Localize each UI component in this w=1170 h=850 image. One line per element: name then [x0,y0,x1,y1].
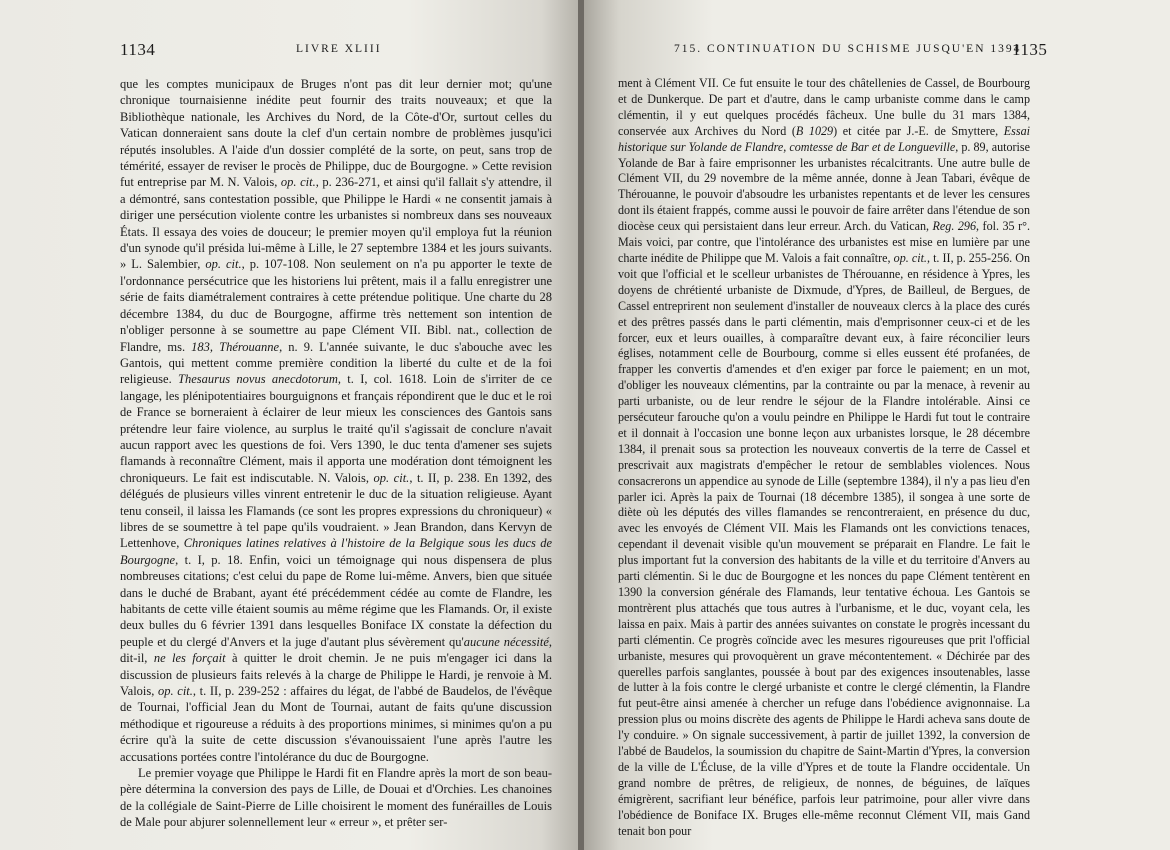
left-page [0,0,582,850]
running-head-right: 715. CONTINUATION DU SCHISME JUSQU'EN 1394 [674,43,1022,55]
right-header [584,40,1170,62]
left-header [0,40,582,62]
right-paragraph-1: ment à Clément VII. Ce fut ensuite le tour des châtellenies de Cassel, de Bourbourg et de Dunkerque. De part et d'autre, dans le camp urbaniste comme dans le camp clémentin, il y eut quelques procédés fâcheux. Une bulle du 31 mars 1384, conservée aux Archives du Nord (B 1029) et citée par J.-E. de Smyttere, Essai historique sur Yolande de Flandre, comtesse de Bar et de Longueville, p. 89, autorise Yolande de Bar à faire emprisonner les urbanistes récalcitrants. Une autre bulle de Clément VII, du 29 novembre de la même année, donne à Jean Tabari, évêque de Thérouanne, le pouvoir d'absoudre les urbanistes repentants et de lever les censures dont ils étaient frappés, comme aussi le pouvoir de faire arrêter dans l'étendue de son diocèse ceux qui persistaient dans leur erreur. Arch. du Vatican, Reg. 296, fol. 35 r°. Mais voici, par contre, que l'intolérance des urbanistes est mise en lumière par une charte inédite de Philippe que M. Valois a fait connaître, op. cit., t. II, p. 255-256. On voit que l'official et le scelleur urbanistes de Thérouanne, en résidence à Ypres, les doyens de chrétienté urbaniste de Dixmude, d'Ypres, de Bailleul, de Bergues, de Cassel entreprirent non seulement d'installer de nouveaux clercs à la place des curés et des prêtres passés dans le parti clémentin, mais d'emprisonner ceux-ci et de les forcer, eux et leurs ouailles, à comparaître devant eux, à faire réconcilier leurs églises, notamment celle de Bourbourg, comme si elles eussent été profanées, de frapper les convertis d'amendes et d'en exiger par force le paiement; en un mot, d'obliger les nouveaux clémentins, par la contrainte ou par la menace, à revenir au parti urbaniste, ou de leur rendre le séjour de la Flandre intolérable. Ainsi ce persécuteur farouche qu'on a voulu peindre en Philippe le Hardi fut tout le contraire et il donnait à l'occasion une bonne leçon aux urbanistes lorsque, le 28 décembre 1384, il prenait sous sa protection les nouveaux convertis de la terre de Cassel et prescrivait aux magistrats d'empêcher le retour de semblables violences. Nous consacrerons un appendice au synode de Lille (septembre 1384), il n'y a pas lieu d'en parler ici. Après la paix de Tournai (18 décembre 1385), il songea à une sorte de diète où les députés des villes flamandes se rencontreraient, en présence du duc, avec les envoyés de Clément VII. Mais les Flamands ont les convictions tenaces, cependant il devenait visible qu'un mouvement se préparait en Flandre. Le fait le plus important fut la conversion des habitants de la ville et du territoire d'Anvers au parti clémentin. Si le duc de Bourgogne et les nonces du pape Clément tentèrent en 1390 la conversion générale des Flamands, leur tentative échoua. Les Gantois se montrèrent plus attachés que tous autres à l'urbanisme, et le duc, voyant cela, les laissa en paix. Mais à partir des années suivantes on constate le progrès incessant du parti clémentin. Ce progrès coïncide avec les mesures rigoureuses que prit l'official urbaniste, mesures qui provoquèrent un grave mécontentement. « Déchirée par des querelles parfois sanglantes, poussée à bout par des exigences insoutenables, lasse de lutter à la fois contre le clergé urbaniste et contre le clergé clémentin, la Flandre fut peut-être ainsi amenée à chercher un refuge dans l'obédience avignonnaise. La pression plus ou moins discrète des agents de Philippe le Hardi acheva sans doute de l'y conduire. » On signale successivement, à partir de juillet 1392, la conversion de l'abbé de Baudelos, la soumission du chapitre de Saint-Martin d'Ypres, la conversion de la ville de L'Écluse, de la ville d'Ypres et de toute la Flandre occidentale. Un grand nombre de prêtres, de religieux, de nonnes, de béguines, de laïques émigrèrent, sacrifiant leur bénéfice, parfois leur patrimoine, pour aller vivre dans l'obédience de Boniface IX. Bruges elle-même reconnut Clément VII, mais Gand tenait bon pour [618,76,1030,838]
left-body-text [120,76,552,831]
left-paragraph-2: Le premier voyage que Philippe le Hardi fit en Flandre après la mort de son beau-père détermina la conversion des pays de Lille, de Douai et d'Orchies. Les chanoines de la collégiale de Saint-Pierre de Lille choisirent le moment des funérailles de Louis de Male pour abjurer solennellement leur « erreur », et prêter ser- [120,766,552,830]
left-paragraph-1: que les comptes municipaux de Bruges n'ont pas dit leur dernier mot; qu'une chronique tournaisienne inédite peut fournir des traits nouveaux; et que la Bibliothèque nationale, les Archives du Nord, de la Côte-d'Or, surtout celles du Vatican donneraient sans doute la clef d'un certain nombre de problèmes jusqu'ici réputés insolubles. A l'aide d'un dossier complété de la sorte, on peut, sans trop de témérité, essayer de reviser le procès de Philippe, duc de Bourgogne. » Cette revision fut entreprise par M. N. Valois, op. cit., p. 236-271, et ainsi qu'il fallait s'y attendre, il a démontré, sans contestation possible, que Philippe le Hardi « ne consentit jamais à diriger une persécution violente contre les urbanistes si nombreux dans ses nouveaux États. Il essaya des voies de douceur; le premier moyen qu'il employa fut la réunion d'un synode qu'il présida lui-même à Lille, le 27 septembre 1384 et les jours suivants. » L. Salembier, op. cit., p. 107-108. Non seulement on n'a pu apporter le texte de l'ordonnance persécutrice que les historiens lui prêtent, mais il a fallu enregistrer une série de faits diamétralement contraires à cette prétendue politique. Une charte du 28 décembre 1384, du duc de Bourgogne, affirme très nettement son intention de n'obliger personne à se soumettre au pape Clément VII. Bibl. nat., collection de Flandre, ms. 183, Thérouanne, n. 9. L'année suivante, le duc s'abouche avec les Gantois, qui mettent comme première condition la liberté du culte et de la foi religieuse. Thesaurus novus anecdotorum, t. I, col. 1618. Loin de s'irriter de ce langage, les plénipotentiaires bourguignons et français répondirent que le duc et le roi de France se borneraient à éclairer de leur mieux les consciences des Gantois sans prétendre leur faire violence, au surplus le traité qu'il s'agissait de conclure n'avait aucun rapport avec les questions de foi. Vers 1390, le duc tenta d'amener ses sujets flamands à reconnaître Clément, mais il apporta une modération dont témoignent les chroniqueurs. Le fait est indiscutable. N. Valois, op. cit., t. II, p. 238. En 1392, des délégués de plusieurs villes vinrent entretenir le duc de la situation religieuse. Ayant tenu conseil, il laissa les Flamands (ce sont les propres expressions du chroniqueur) « libres de se soumettre à tel pape qu'ils voudraient. » Jean Brandon, dans Kervyn de Lettenhove, Chroniques latines relatives à l'histoire de la Belgique sous les ducs de Bourgogne, t. I, p. 18. Enfin, voici un témoignage qui nous dispensera de plus nombreuses citations; c'est celui du pape de Rome lui-même. Anvers, bien que située dans le duché de Brabant, ayant été précédemment cédée au comte de Flandre, les habitants de cette ville étaient soumis au même régime que les Flamands. Or, il existe deux bulles du 6 février 1391 dans lesquelles Boniface IX constate la défection du peuple et du clergé d'Anvers et la juge d'autant plus sévèrement qu'aucune nécessité, dit-il, ne les forçait à quitter le droit chemin. Je ne puis m'engager ici dans la discussion de plusieurs faits relevés à la charge de Philippe le Hardi, je renvoie à M. Valois, op. cit., t. II, p. 239-252 : affaires du légat, de l'abbé de Baudelos, de l'évêque de Tournai, l'official Jean du Mont de Tournai, autant de faits qu'une discussion méthodique et rigoureuse a réduits à des proportions minimes, si minimes qu'on a pu écrire qu'à la suite de cette discussion s'évanouissaient l'une après l'autre les accusations portées contre l'intolérance du duc de Bourgogne. [120,77,553,764]
page-number-left: 1134 [120,40,156,59]
right-page [584,0,1170,850]
right-body-text [618,76,1030,840]
page-number-right: 1135 [1012,40,1048,59]
running-head-left: LIVRE XLIII [296,43,382,55]
